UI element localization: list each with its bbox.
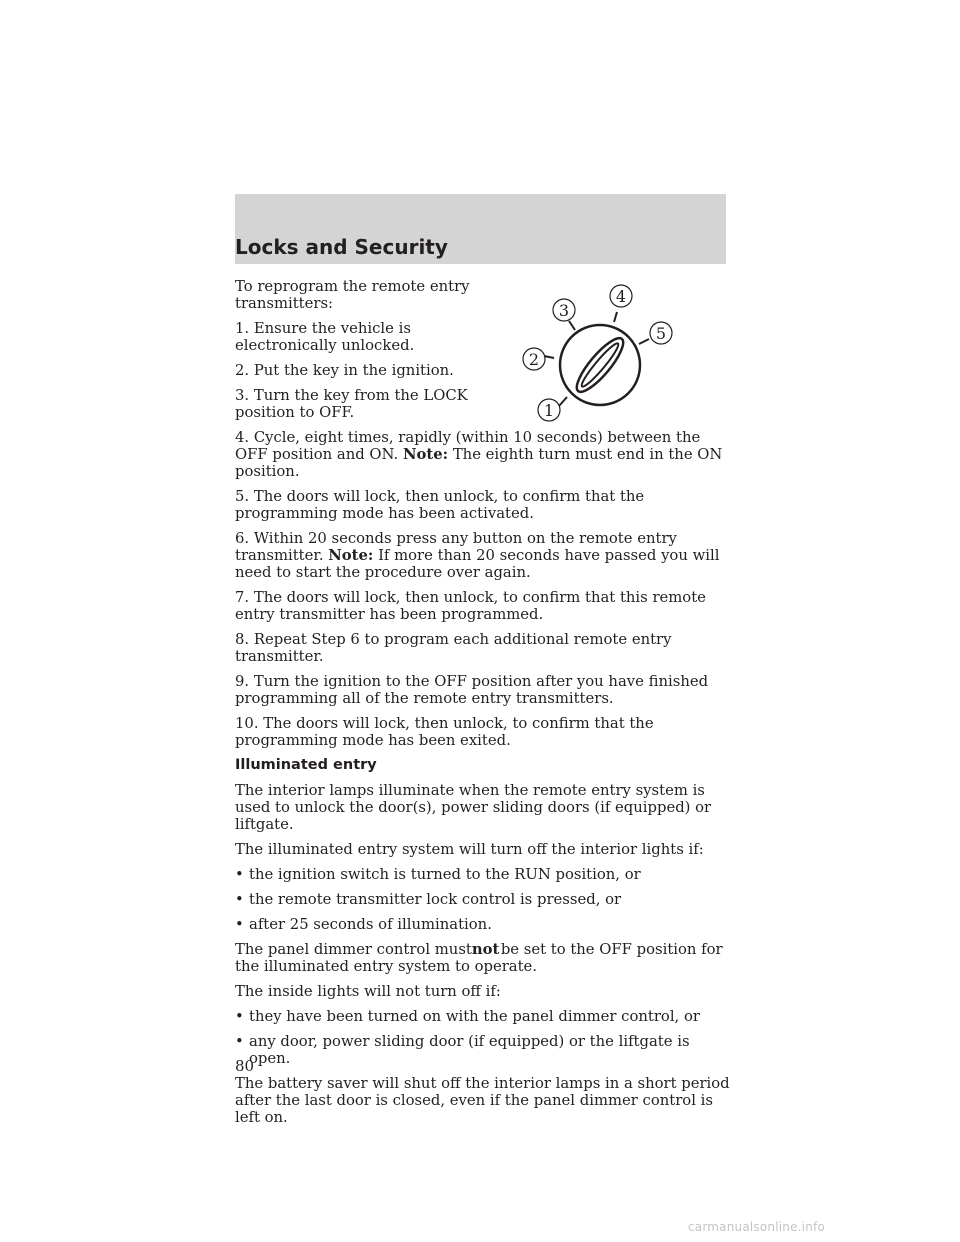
- step-8: 8. Repeat Step 6 to program each additional remote entry transmitter.: [235, 631, 672, 665]
- watermark: carmanualsonline.info: [688, 1220, 825, 1234]
- step-6: 6. Within 20 seconds press any button on the remote entry transmitter. Note: If more than 20 seconds have passed you will need to start the procedure over again.: [235, 530, 720, 581]
- illuminated-entry-heading: Illuminated entry: [235, 757, 377, 773]
- note-label: Note:: [328, 547, 374, 564]
- step-5: 5. The doors will lock, then unlock, to confirm that the programming mode has been activated.: [235, 488, 645, 522]
- step-10: 10. The doors will lock, then unlock, to confirm that the programming mode has been exited.: [235, 715, 654, 749]
- illuminated-p5: The battery saver will shut off the interior lamps in a short period after the last door is closed, even if the panel dimmer control is left on.: [235, 1075, 730, 1126]
- illuminated-p2: The illuminated entry system will turn off the interior lights if:: [235, 841, 704, 858]
- list-item: • they have been turned on with the panel dimmer control, or: [235, 1008, 700, 1025]
- step-2: 2. Put the key in the ignition.: [235, 362, 454, 379]
- bullet-icon: •: [235, 1033, 244, 1050]
- illuminated-p4: The inside lights will not turn off if:: [235, 983, 501, 1000]
- illuminated-p3: The panel dimmer control mustnot be set to the OFF position for the illuminated entry system to operate.: [235, 941, 723, 975]
- bullet-icon: •: [235, 866, 244, 883]
- label-5: 5: [655, 324, 667, 343]
- step-1: 1. Ensure the vehicle is electronically unlocked.: [235, 320, 415, 354]
- step-7: 7. The doors will lock, then unlock, to confirm that this remote entry transmitter has been programmed.: [235, 589, 706, 623]
- label-3: 3: [558, 301, 570, 320]
- step-4: 4. Cycle, eight times, rapidly (within 10 seconds) between the OFF position and ON. Note: The eighth turn must end in the ON position.: [235, 429, 723, 480]
- step-9: 9. Turn the ignition to the OFF position after you have finished programming all of the remote entry transmitters.: [235, 673, 709, 707]
- step-3: 3. Turn the key from the LOCK position to OFF.: [235, 387, 468, 421]
- section-title: Locks and Security: [235, 235, 448, 259]
- bullet-icon: •: [235, 891, 244, 908]
- list-item: • after 25 seconds of illumination.: [235, 916, 492, 933]
- illuminated-p1: The interior lamps illuminate when the remote entry system is used to unlock the door(s), power sliding doors (if equipped) or liftgate.: [235, 782, 712, 833]
- bullet-icon: •: [235, 1008, 244, 1025]
- label-1: 1: [543, 401, 555, 420]
- page-number: 80: [235, 1057, 255, 1075]
- list-item: • any door, power sliding door (if equipped) or the liftgate is open.: [235, 1033, 690, 1067]
- bullet-icon: •: [235, 916, 244, 933]
- label-2: 2: [528, 350, 540, 369]
- label-4: 4: [615, 287, 627, 306]
- body-text: [235, 278, 730, 1134]
- note-label: Note:: [402, 446, 449, 463]
- list-item: • the ignition switch is turned to the RUN position, or: [235, 866, 641, 883]
- list-item: • the remote transmitter lock control is pressed, or: [235, 891, 622, 908]
- intro-block: [235, 278, 483, 421]
- intro-lead: To reprogram the remote entry transmitters:: [235, 278, 470, 312]
